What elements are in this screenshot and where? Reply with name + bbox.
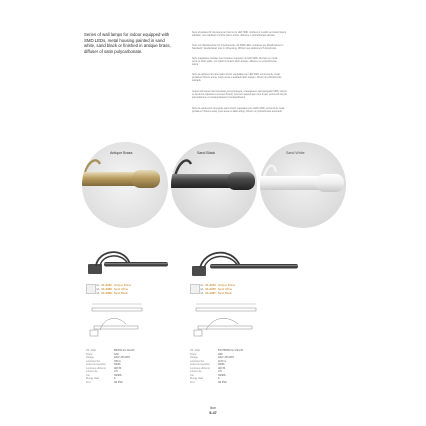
finish-sand-white [260,142,346,228]
spec-key: Colour temperature [86,364,106,366]
spec-value: CE IP20 [114,381,123,384]
spec-value: A [114,378,116,380]
spec-value: 870/780/510 lm/ 21lm/W [218,350,243,352]
code-finish: Sand White [113,287,129,292]
spec-table-2 [190,350,290,385]
code-prefix: 4A [96,283,100,287]
code-number: 01-3470 [205,287,216,292]
code-finish: Antique Brass [217,283,236,287]
translation-line: pintada em branco areia, preto areia ou latão antigo, difusor em policarbonato acetinado. [192,111,283,114]
code-number: 01-3469 [101,287,112,292]
page-number: 5-47 [209,411,217,415]
code-prefix: 4A [96,287,100,292]
spec-value: 3000K [114,364,121,366]
spec-row [190,382,290,386]
product-codes-1 [96,283,131,296]
code-number: 01-3473 [205,283,216,287]
spec-key: Energy class [190,378,204,380]
spec-key: Voltage [86,357,94,359]
translation-line: pintada en blanco arena, negro arena o acabado latón antiguo, difusor de policarbonato [192,77,282,80]
intro-text: Series of wall lamps for indoor equipped with SMD LEDs, metal housing painted in sand white, sand black or finished in antique brass, diffuser of satin polycarbonate. [84,32,171,54]
code-row [200,291,235,295]
code-prefix: 4A [200,287,204,292]
spec-key: Luminous efficiency [190,367,211,370]
footer-series-name: Ikon [209,406,217,410]
spec-value: 18W [218,353,223,356]
code-finish: Sand White [217,287,233,292]
code-row [96,291,131,295]
translation-line: Série d'appliques murales pour l'intérieur équipées de LED SMD, structure en métal [192,58,278,60]
finish-label: Antique Brass [110,151,133,155]
code-prefix: 4A [200,283,204,287]
translation-line: satiné. [192,64,199,67]
spec-value: 780 lm [114,360,121,363]
translation-block [192,32,342,38]
code-number: 01-3466 [101,291,112,296]
finish-antique-brass [82,142,168,228]
code-number: 01-3472 [101,283,112,287]
lamp-small-image [86,244,172,280]
spec-value: CE IP20 [218,381,227,384]
spec-value: L70 [218,371,222,373]
translation-line: из металла окрашен в песочно-белый, песочно-чёрный цвет или в цвет античной латуни, [192,94,288,97]
thumbnail [190,284,200,294]
translation-line: peint en blanc sablé, noir sablé ou finition laiton antique, diffuseur en polycarbonate [192,61,277,64]
spec-table-1 [86,350,176,385]
spec-value: A [218,378,220,380]
code-prefix: 4A [200,291,204,296]
finish-label: Sand Black [197,151,216,155]
spec-value: CRI 80 [218,367,226,370]
product-codes-2 [200,283,235,296]
translation-line: Série de candeeiros de parede para interior equipados com LEDs SMD, estrutura de metal [192,108,285,110]
translation-line: Серия настенных светильников для интерьера, оснащённых светодиодами SMD, корпус [192,91,287,93]
spec-row [86,382,176,386]
spec-key: Colour temperature [190,364,210,366]
translation-line: Sandweiß, Sandschwarz oder in Altmessing, Diffusor aus satiniertem Polycarbonat. [192,48,277,51]
spec-key: Luminous efficiency [86,367,107,370]
code-finish: Sand Black [217,291,232,296]
translation-block [192,74,342,84]
spec-key: Cert. [86,381,91,384]
translation-line: Serie di apparecchi da parete per interni con LED SMD, struttura in metallo verniciato bianco [192,32,287,34]
translation-line: Serie von Wandleuchten für Innenbereiche mit SMD-LEDs, Gehäuse aus Metall lackiert in [192,45,284,47]
translation-line: satinado. [192,80,202,83]
spec-key: Luminous flux [86,360,101,363]
spec-key: Voltage [190,357,198,359]
spec-key: Energy class [86,378,100,380]
translation-block [192,91,342,101]
spec-key: Cert. [190,381,195,384]
thumbnail [86,284,96,294]
spec-value: 12W [114,353,119,356]
dimension-drawing-small [86,300,146,338]
spec-key: Lumen Life [86,371,98,373]
code-finish: Antique Brass [113,283,132,287]
spec-key: LM / Watt [190,350,200,352]
code-number: 01-3467 [205,291,216,296]
finish-sand-black [171,142,257,228]
spec-key: Power [86,353,93,356]
spec-value: 30000h [218,374,226,377]
spec-key: Life [190,374,194,377]
spec-key: LM / Watt [86,350,96,352]
translation-block [192,108,342,114]
translation-line: sabbiato, nero sabbiato o finitura ottone antico, diffusore in policarbonato satinato. [192,35,276,38]
spec-key: Power [190,353,197,356]
lamp-large-image [190,244,300,280]
spec-value: L70 [114,371,118,373]
spec-value: 880/510 lm/ 21lm/W [114,350,135,352]
spec-value: 3000K [218,364,225,366]
spec-key: Luminous flux [190,360,205,363]
spec-value: CRI 80 [114,367,122,370]
translation-block [192,58,342,68]
spec-key: Life [86,374,90,377]
code-prefix: 4A [96,291,100,296]
spec-value: 220V~/50-60Hz [114,357,131,359]
spec-value: 30000h [114,374,122,377]
translation-line: Serie de apliques de pared para interior equipadas con LED SMD, estructura de metal [192,74,280,76]
dimension-drawing-large [190,300,260,338]
translation-block [192,45,342,51]
spec-value: 220V~/50-60Hz [218,357,235,359]
spec-key: Lumen Life [190,371,202,373]
spec-value: 1170 lm [218,360,227,363]
translation-line: рассеиватель из сатинированного поликарбоната. [192,97,246,100]
finish-label: Sand White [286,151,305,155]
code-finish: Sand Black [113,291,128,296]
